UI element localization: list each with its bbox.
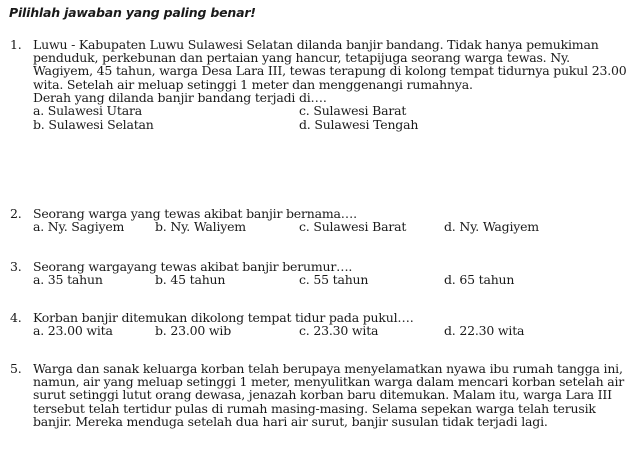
question-number: 1.	[10, 37, 22, 52]
option-d[interactable]: d. Ny. Wagiyem	[444, 219, 539, 235]
question-text: Korban banjir ditemukan dikolong tempat tidur pada pukul….	[33, 310, 414, 325]
question-text: Seorang warga yang tewas akibat banjir bernama….	[33, 206, 357, 221]
option-b[interactable]: b. 45 tahun	[155, 272, 226, 288]
option-b[interactable]: b. 23.00 wib	[155, 323, 232, 339]
question-text: Luwu - Kabupaten Luwu Sulawesi Selatan dilanda banjir bandang. Tidak hanya pemukiman penduduk, perkebunan dan pertaian yang hancur, tetapijuga seorang warga tewas. Ny. Wagiyem, 45 tahun, warga Desa Lara III, tewas terapung di kolong tempat tidurnya pukul 23.00 wita. Setelah air meluap setinggi 1 meter dan menggenangi rumahnya.	[33, 37, 627, 92]
option-d[interactable]: d. 65 tahun	[444, 272, 515, 288]
option-a[interactable]: a. 23.00 wita	[33, 323, 113, 339]
question-body	[33, 311, 631, 338]
option-c[interactable]: c. Sulawesi Barat	[299, 219, 407, 235]
option-b[interactable]: b. Sulawesi Selatan	[33, 117, 154, 133]
option-d[interactable]: d. 22.30 wita	[444, 323, 525, 339]
question-body	[33, 260, 631, 287]
question-body	[33, 362, 631, 428]
option-a[interactable]: a. 35 tahun	[33, 272, 103, 288]
question-number: 5.	[10, 361, 22, 376]
options-row	[33, 324, 631, 338]
option-d[interactable]: d. Sulawesi Tengah	[299, 117, 419, 133]
option-c[interactable]: c. 23.30 wita	[299, 323, 379, 339]
option-c[interactable]: c. 55 tahun	[299, 272, 369, 288]
question-body	[33, 207, 631, 234]
option-a[interactable]: a. Ny. Sagiyem	[33, 219, 125, 235]
question-body	[33, 38, 631, 132]
option-b[interactable]: b. Ny. Waliyem	[155, 219, 246, 235]
options-row	[33, 220, 631, 234]
question-number: 4.	[10, 310, 22, 325]
option-a[interactable]: a. Sulawesi Utara	[33, 103, 142, 119]
question-number: 2.	[10, 206, 22, 221]
option-c[interactable]: c. Sulawesi Barat	[299, 103, 407, 119]
options-row	[33, 104, 631, 118]
instruction-heading: Pilihlah jawaban yang paling benar!	[9, 5, 256, 20]
options-row	[33, 118, 631, 132]
question-text: Warga dan sanak keluarga korban telah berupaya menyelamatkan nyawa ibu rumah tangga ini, namun, air yang meluap setinggi 1 meter, menyulitkan warga dalam mencari korban setelah air surut setinggi lutut orang dewasa, jenazah korban baru ditemukan. Malam itu, warga Lara III tersebut telah tertidur pulas di rumah masing-masing. Selama sepekan warga telah terusik banjir. Mereka menduga setelah dua hari air surut, banjir susulan tidak terjadi lagi.	[33, 361, 625, 429]
question-text: Seorang wargayang tewas akibat banjir berumur….	[33, 259, 353, 274]
question-number: 3.	[10, 259, 22, 274]
question-prompt: Derah yang dilanda banjir bandang terjadi di….	[33, 89, 327, 105]
options-row	[33, 273, 631, 287]
